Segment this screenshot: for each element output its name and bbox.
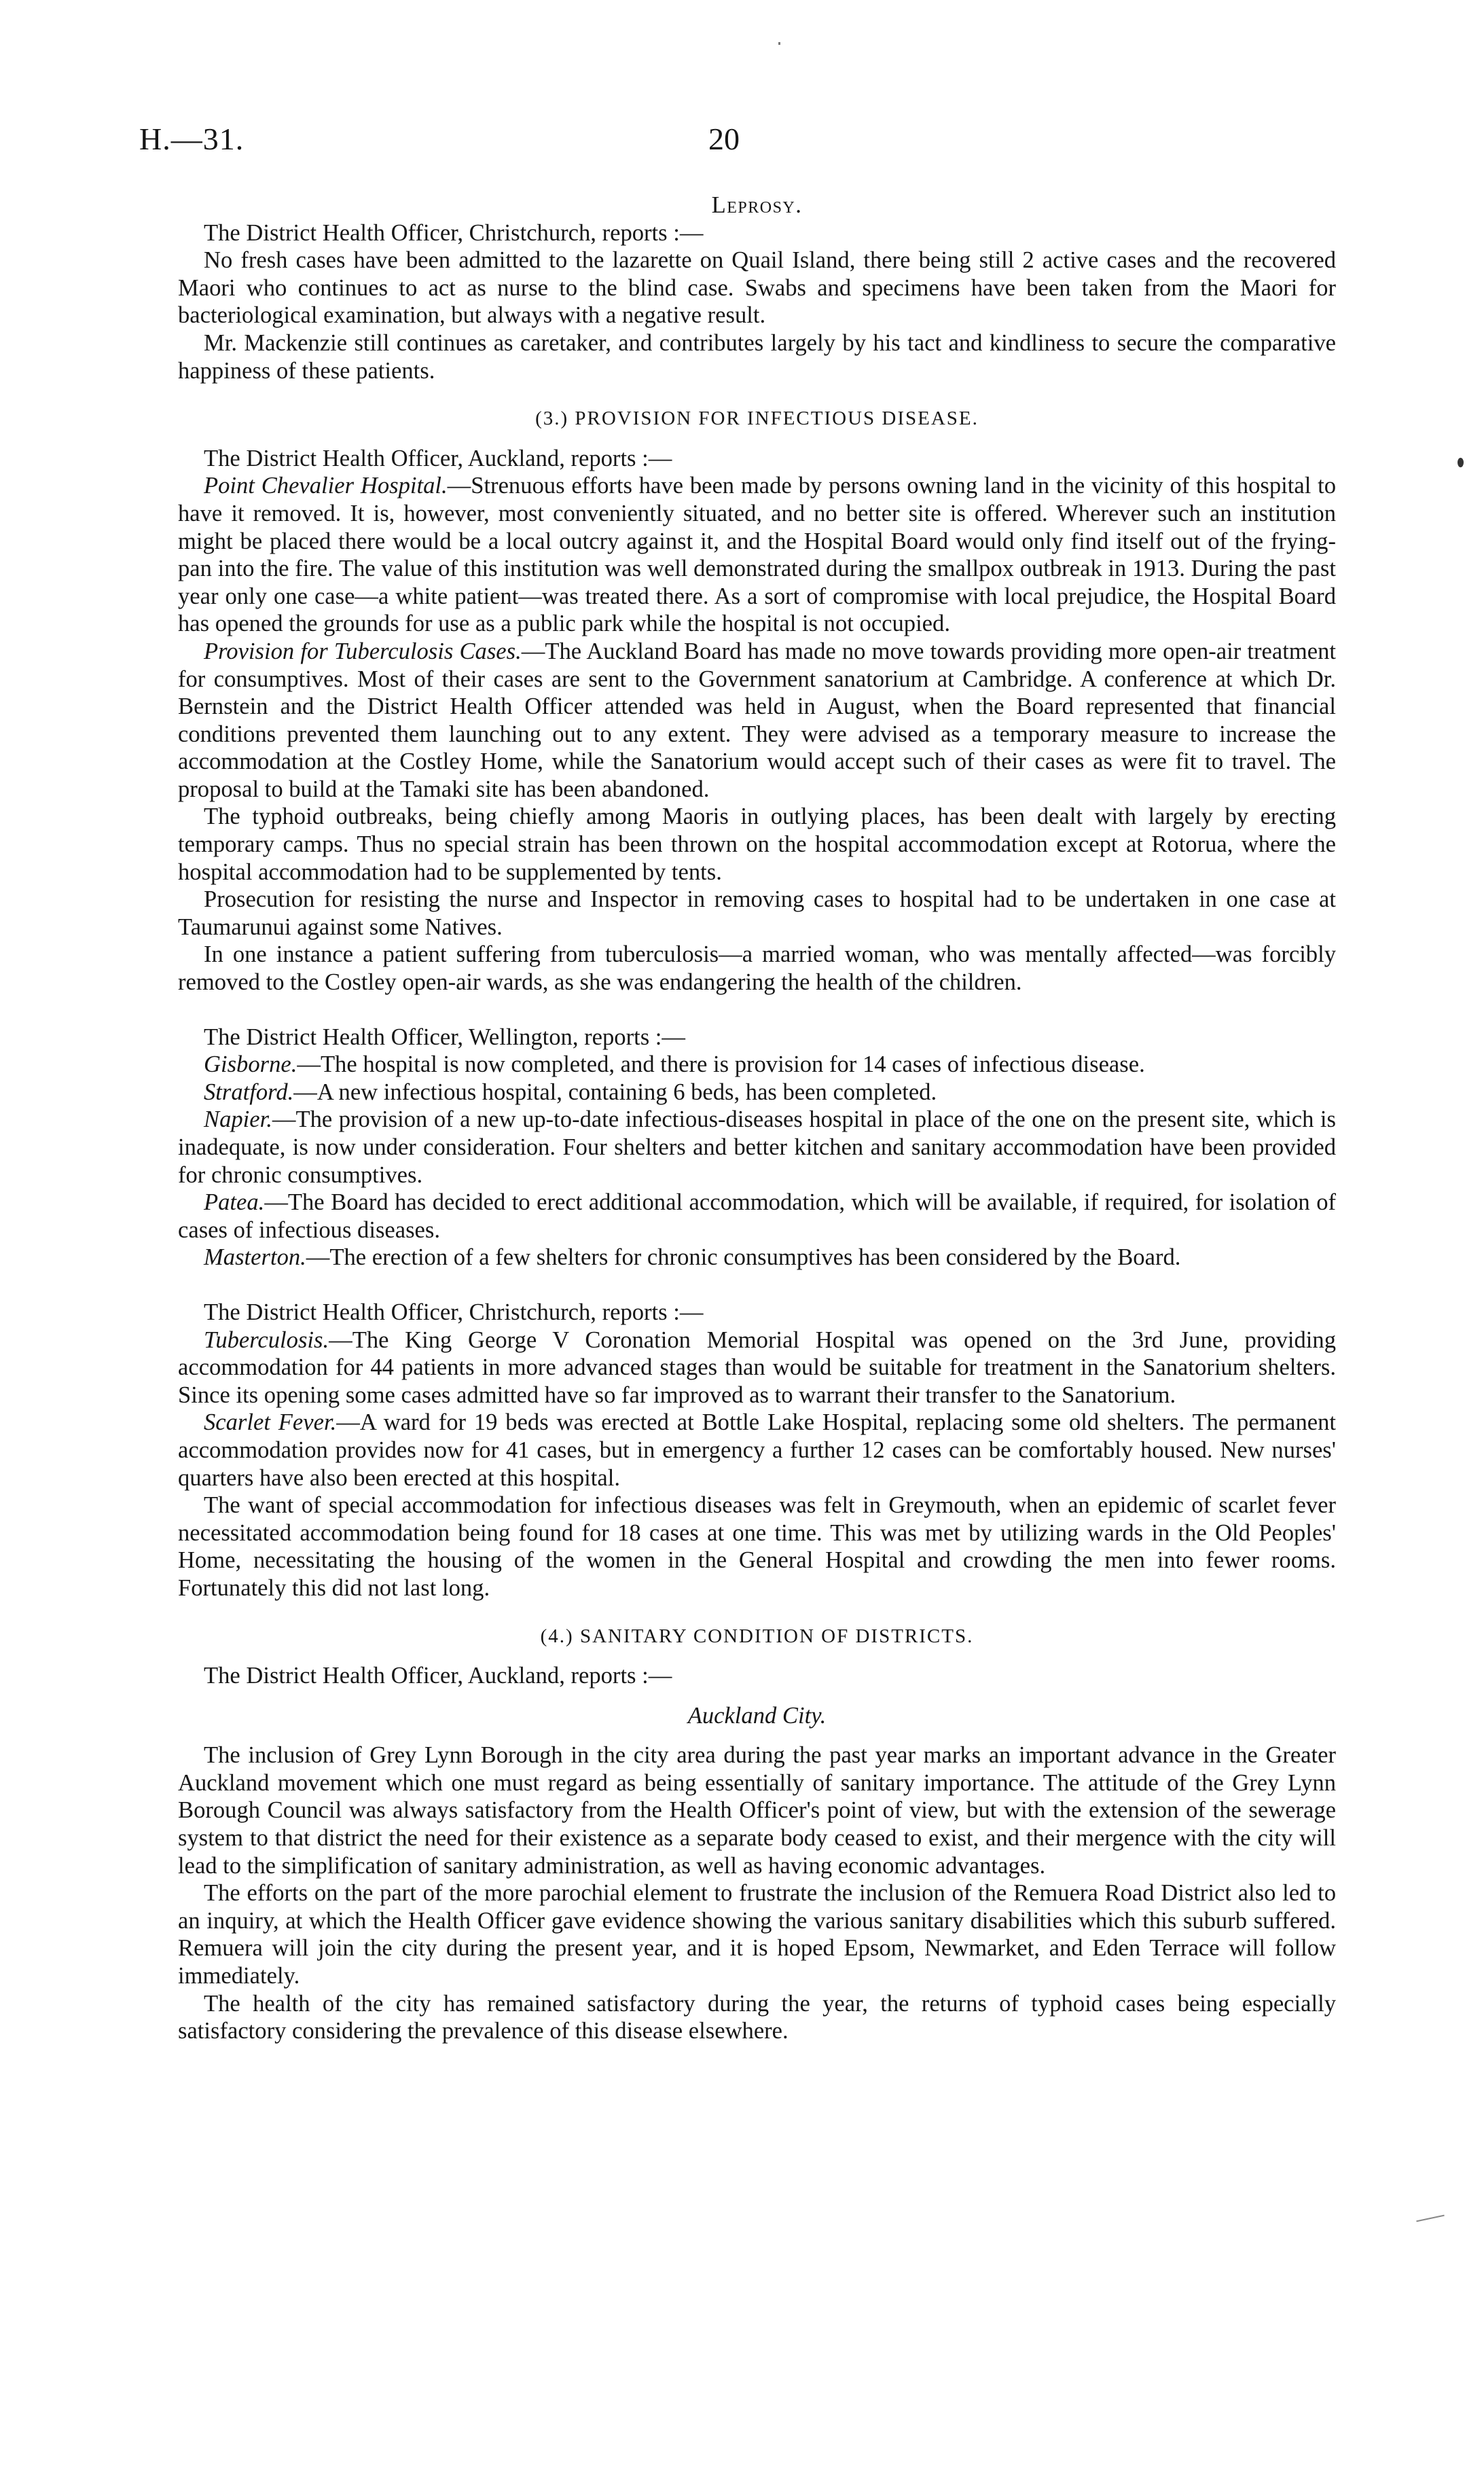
sanitary-paragraph: The health of the city has remained satisfactory during the year, the returns of typhoid cases being especially satisfactory considering the prevalence of this disease elsewhere. [178,1990,1336,2044]
document-reference: H.—31. [139,122,245,156]
tuberculosis-text: —The Auckland Board has made no move towards providing more open-air treatment for consumptives. Most of their cases are sent to the Government sanatorium at Cambridge. A conference at which Dr. Bernstein and the District Health Officer attended was held in August, when the Board represented that financial conditions prevented them launching out to any extent. They were advised as a temporary measure to increase the accommodation at the Costley Home, while the Sanatorium would accept such of their cases as were fit to travel. The proposal to build at the Tamaki site has been abandoned. [178,638,1336,802]
page-header [139,121,1324,168]
scan-dash [1416,2215,1444,2222]
point-chevalier-paragraph [178,472,1336,638]
place-name: Masterton. [204,1244,306,1271]
sanitary-paragraph: The efforts on the part of the more parochial element to frustrate the inclusion of the Remuera Road District also led to an inquiry, at which the Health Officer gave evidence showing the various sanitary disabilities which this suburb suffered. Remuera will join the city during the present year, and it is hoped Epsom, Newmarket, and Eden Terrace will follow immediately. [178,1880,1336,1989]
place-text: —The provision of a new up-to-date infectious-diseases hospital in place of the one on the present site, which is inadequate, is now under consideration. Four shelters and better kitchen and sanitary accommodation have been provided for chronic consumptives. [178,1106,1336,1188]
place-name: Stratford. [204,1079,294,1105]
gisborne-paragraph [178,1051,1336,1079]
leprosy-heading: Leprosy. [711,192,803,218]
leprosy-reporter: The District Health Officer, Christchurch, reports :— [204,219,704,246]
place-name: Patea. [204,1189,265,1216]
instance-paragraph: In one instance a patient suffering from tuberculosis—a married woman, who was mentally affected—was forcibly removed to the Costley open-air wards, as she was endangering the health of the children. [178,941,1336,996]
sanitary-reporter: The District Health Officer, Auckland, reports :— [204,1663,672,1689]
place-text: —The Board has decided to erect additional accommodation, which will be available, if required, for isolation of cases of infectious diseases. [178,1189,1336,1243]
scarlet-fever-heading: Scarlet Fever. [204,1409,337,1436]
christchurch-tb-paragraph [178,1327,1336,1409]
wellington-reporter: The District Health Officer, Wellington, reports :— [204,1024,685,1050]
scarlet-fever-paragraph [178,1409,1336,1492]
stratford-paragraph [178,1079,1336,1106]
christchurch-tb-text: —The King George V Coronation Memorial Hospital was opened on the 3rd June, providing accommodation for 44 patients in more advanced stages than would be suitable for treatment in the Sanatorium shelters. Since its opening some cases admitted have so far improved as to warrant their transfer to the Sanatorium. [178,1327,1336,1408]
place-text: —The hospital is now completed, and there is provision for 14 cases of infectious disease. [297,1051,1145,1078]
masterton-paragraph [178,1244,1336,1271]
point-chevalier-heading: Point Chevalier Hospital. [204,473,448,499]
page-body [178,192,1336,2045]
leprosy-paragraph: Mr. Mackenzie still continues as caretaker, and contributes largely by his tact and kindliness to secure the comparative happiness of these patients. [178,329,1336,384]
sanitary-condition-heading: (4.) SANITARY CONDITION OF DISTRICTS. [540,1625,974,1647]
place-name: Gisborne. [204,1051,297,1078]
infectious-disease-heading: (3.) PROVISION FOR INFECTIOUS DISEASE. [535,408,979,430]
scarlet-fever-text: —A ward for 19 beds was erected at Bottle Lake Hospital, replacing some old shelters. The permanent accommodation provides now for 41 cases, but in emergency a further 12 cases can be comfortably housed. New nurses' quarters have also been erected at this hospital. [178,1409,1336,1491]
prosecution-paragraph: Prosecution for resisting the nurse and Inspector in removing cases to hospital had to be undertaken in one case at Taumarunui against some Natives. [178,886,1336,940]
scan-speck [778,42,780,45]
place-name: Napier. [204,1106,272,1133]
typhoid-paragraph: The typhoid outbreaks, being chiefly among Maoris in outlying places, has been dealt with largely by erecting temporary camps. Thus no special strain has been thrown on the hospital accommodation except at Rotorua, where the hospital accommodation had to be supplemented by tents. [178,804,1336,885]
page-number: 20 [708,122,740,156]
auckland-reporter: The District Health Officer, Auckland, reports :— [204,445,672,471]
sanitary-paragraph: The inclusion of Grey Lynn Borough in the city area during the past year marks an important advance in the Greater Auckland movement which one must regard as being essentially of sanitary importance. The attitude of the Grey Lynn Borough Council was always satisfactory from the Health Officer's point of view, but with the extension of the sewerage system to that district the need for their existence as a separate body ceased to exist, and their mergence with the city will lead to the simplification of sanitary administration, as well as having economic advantages. [178,1742,1336,1879]
leprosy-paragraph: No fresh cases have been admitted to the lazarette on Quail Island, there being still 2 active cases and the recovered Maori who continues to act as nurse to the blind case. Swabs and specimens have been taken from the Maori for bacteriological examination, but always with a negative result. [178,247,1336,329]
scan-dot [1458,458,1464,467]
point-chevalier-text: —Strenuous efforts have been made by persons owning land in the vicinity of this hospital to have it removed. It is, however, most conveniently situated, and no better site is offered. Wherever such an institution might be placed there would be a local outcry against it, and the Hospital Board would only find itself out of the frying-pan into the fire. The value of this institution was well demonstrated during the smallpox outbreak in 1913. During the past year only one case—a white patient—was treated there. As a sort of compromise with local prejudice, the Hospital Board has opened the grounds for use as a public park while the hospital is not occupied. [178,473,1336,637]
tuberculosis-paragraph [178,638,1336,804]
greymouth-paragraph: The want of special accommodation for infectious diseases was felt in Greymouth, when an epidemic of scarlet fever necessitated accommodation being found for 18 cases at one time. This was met by utilizing wards in the Old Peoples' Home, necessitating the housing of the women in the General Hospital and crowding the men into fewer rooms. Fortunately this did not last long. [178,1492,1336,1601]
place-text: —The erection of a few shelters for chronic consumptives has been considered by the Board. [306,1244,1181,1271]
patea-paragraph [178,1189,1336,1244]
christchurch-tb-heading: Tuberculosis. [204,1327,329,1353]
place-text: —A new infectious hospital, containing 6 beds, has been completed. [293,1079,937,1105]
auckland-city-heading: Auckland City. [687,1702,827,1729]
napier-paragraph [178,1106,1336,1189]
tuberculosis-heading: Provision for Tuberculosis Cases. [204,638,522,664]
christchurch-reporter: The District Health Officer, Christchurch, reports :— [204,1299,704,1325]
